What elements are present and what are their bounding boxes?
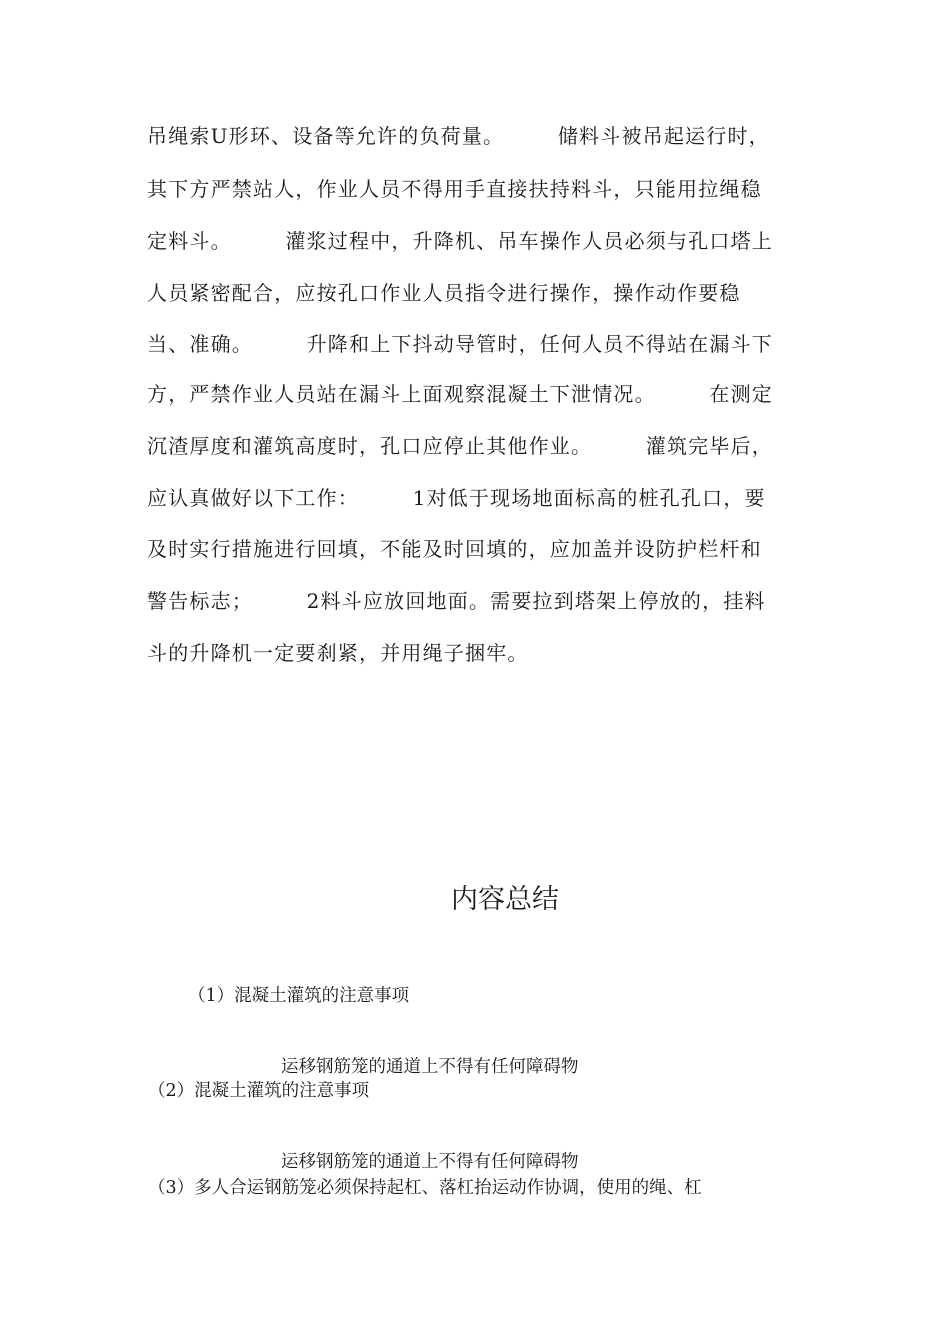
summary-item-3: （3）多人合运钢筋笼必须保持起杠、落杠抬运动作协调，使用的绳、杠 (148, 1178, 702, 1198)
summary-item-2-detail: 运移钢筋笼的通道上不得有任何障碍物 (281, 1152, 579, 1172)
summary-heading: 内容总结 (451, 884, 559, 915)
body-text-line: 其下方严禁站人，作业人员不得用手直接扶持料斗，只能用拉绳稳 (147, 177, 762, 201)
body-text-line: 当、准确。 升降和上下抖动导管时，任何人员不得站在漏斗下 (147, 332, 773, 356)
body-text-line: 沉渣厚度和灌筑高度时，孔口应停止其他作业。 灌筑完毕后， (147, 434, 773, 458)
summary-item-2: （2）混凝土灌筑的注意事项 (148, 1081, 370, 1101)
body-text-line: 方，严禁作业人员站在漏斗上面观察混凝土下泄情况。 在测定 (147, 382, 773, 406)
body-text-line: 人员紧密配合，应按孔口作业人员指令进行操作，操作动作要稳 (147, 281, 741, 305)
body-text-line: 警告标志； 2料斗应放回地面。需要拉到塔架上停放的，挂料 (147, 589, 766, 613)
body-text-line: 及时实行措施进行回填，不能及时回填的，应加盖并设防护栏杆和 (147, 537, 762, 561)
summary-item-1-detail: 运移钢筋笼的通道上不得有任何障碍物 (281, 1057, 579, 1077)
body-text-line: 吊绳索U形环、设备等允许的负荷量。 储料斗被吊起运行时， (147, 124, 770, 148)
body-text-line: 应认真做好以下工作： 1对低于现场地面标高的桩孔孔口，要 (147, 486, 766, 510)
body-text-line: 斗的升降机一定要刹紧，并用绳子捆牢。 (147, 641, 529, 665)
body-text-line: 定料斗。 灌浆过程中，升降机、吊车操作人员必须与孔口塔上 (147, 229, 773, 253)
summary-item-1: （1）混凝土灌筑的注意事项 (188, 986, 410, 1006)
